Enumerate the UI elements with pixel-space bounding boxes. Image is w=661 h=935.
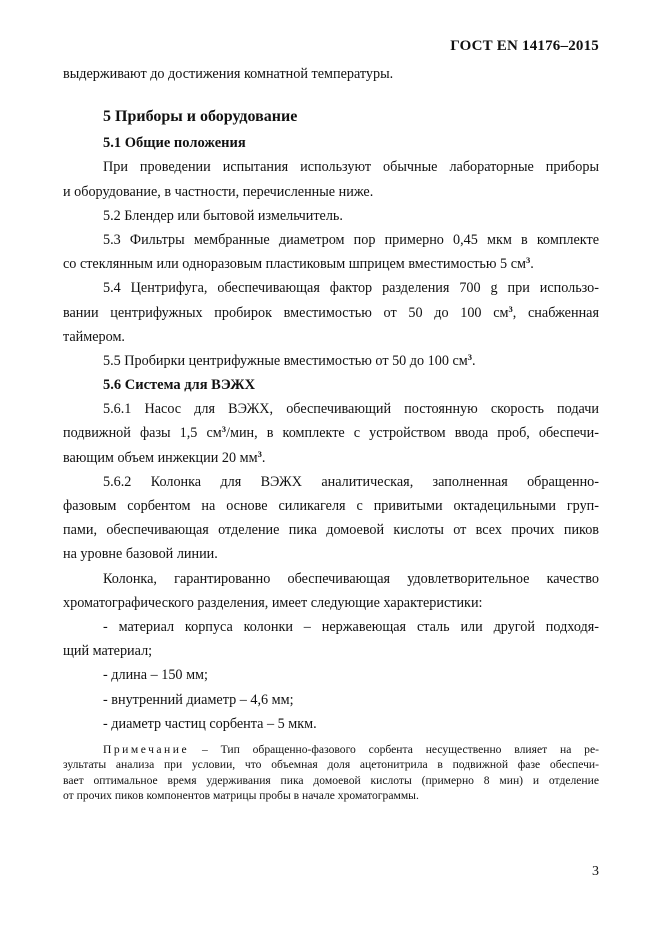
subsection-heading: 5.1 Общие положения [103, 135, 246, 152]
paragraph-line: фазовым сорбентом на основе силикагеля с привитыми октадецильными груп- [63, 498, 599, 514]
section-heading: 5 Приборы и оборудование [103, 108, 298, 126]
paragraph-line: на уровне базовой линии. [63, 546, 218, 563]
note-line: зультаты анализа при условии, что объемная доля ацетонитрила в подвижной фазе обеспечи- [63, 758, 599, 772]
paragraph-line: 5.2 Блендер или бытовой измельчитель. [103, 207, 343, 224]
paragraph-line: вании центрифужных пробирок вместимостью от 50 до 100 $см^3$, снабженная [63, 303, 599, 321]
paragraph-line: 5.6.1 Насос для ВЭЖХ, обеспечивающий постоянную скорость подачи [103, 401, 599, 418]
paragraph-line: 5.6.2 Колонка для ВЭЖХ аналитическая, заполненная обращенно- [103, 473, 599, 490]
paragraph-line: вающим объем инжекции 20 $мм^3$. [63, 448, 266, 466]
paragraph-line: таймером. [63, 328, 125, 345]
list-item: - внутренний диаметр – 4,6 мм; [103, 691, 294, 708]
paragraph-line: выдерживают до достижения комнатной температуры. [63, 66, 394, 82]
page-number: 3 [592, 864, 599, 879]
standard-code: ГОСТ EN 14176–2015 [450, 38, 599, 54]
subsection-heading: 5.6 Система для ВЭЖХ [103, 377, 256, 394]
list-item: - длина – 150 мм; [103, 667, 208, 684]
paragraph-line: и оборудование, в частности, перечисленные ниже. [63, 183, 374, 200]
note-line: от прочих пиков компонентов матрицы пробы в начале хроматограммы. [63, 789, 419, 803]
paragraph-line: 5.3 Фильтры мембранные диаметром пор примерно 0,45 мкм в комплекте [103, 231, 599, 248]
paragraph-line: со стеклянным или одноразовым пластиковым шприцем вместимостью 5 $см^3$. [63, 255, 534, 273]
paragraph-line: Колонка, гарантированно обеспечивающая удовлетворительное качество [103, 570, 599, 587]
paragraph-line: 5.5 Пробирки центрифужные вместимостью от 50 до 100 $см^3$. [103, 351, 476, 369]
note-line: вает оптимальное время удерживания пика домоевой кислоты (примерно 8 мин) и отделение [63, 773, 599, 787]
list-item: - материал корпуса колонки – нержавеющая сталь или другой подходя- [103, 618, 599, 635]
list-item: - диаметр частиц сорбента – 5 мкм. [103, 715, 317, 732]
paragraph-line: хроматографического разделения, имеет следующие характеристики: [63, 594, 483, 611]
page-content [63, 62, 599, 803]
paragraph-line: 5.4 Центрифуга, обеспечивающая фактор разделения 700 g при использо- [103, 280, 599, 297]
paragraph-line: При проведении испытания используют обычные лабораторные приборы [103, 159, 599, 176]
note-label: Примечание [103, 742, 190, 756]
paragraph-line: щий материал; [63, 643, 153, 660]
note-line: Примечание – Тип обращенно-фазового сорбента несущественно влияет на ре- [103, 742, 599, 756]
paragraph-line: подвижной фазы 1,5 $см^3$/мин, в комплекте с устройством ввода проб, обеспечи- [63, 424, 599, 442]
paragraph-line: пами, обеспечивающая отделение пика домоевой кислоты от всех прочих пиков [63, 522, 599, 539]
